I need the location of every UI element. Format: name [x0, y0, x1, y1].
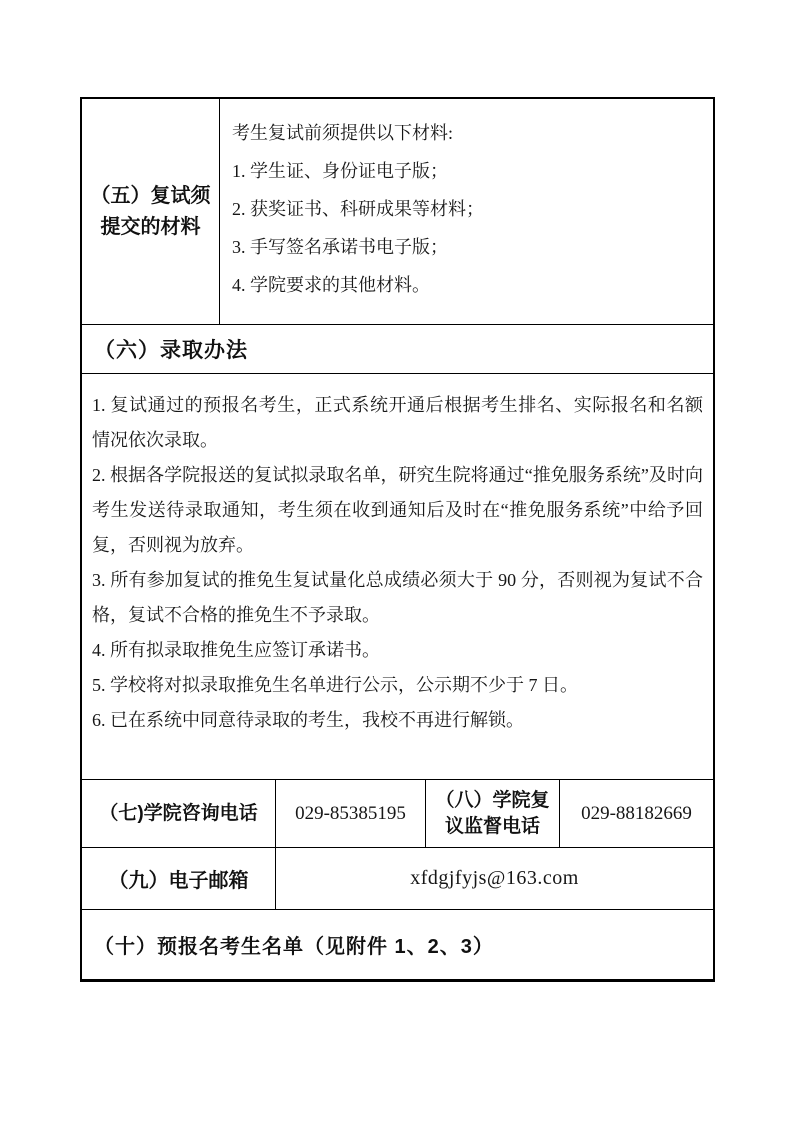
- table-row-phones: [82, 779, 713, 847]
- admission-rule: 2. 根据各学院报送的复试拟录取名单，研究生院将通过“推免服务系统”及时向考生发送待录取通知，考生须在收到通知后及时在“推免服务系统”中给予回复，否则视为放弃。: [92, 465, 703, 555]
- email-label-cell: （九）电子邮箱: [108, 870, 249, 892]
- materials-content-cell: [219, 99, 713, 324]
- table-row-email: [82, 847, 713, 909]
- materials-item: 1. 学生证、身份证电子版；: [232, 161, 448, 181]
- admission-rule: 5. 学校将对拟录取推免生名单进行公示，公示期不少于 7 日。: [92, 675, 578, 695]
- table-row-admission-rules: [82, 373, 713, 779]
- table-row-admission-header: [82, 324, 713, 373]
- materials-item: 2. 获奖证书、科研成果等材料；: [232, 199, 484, 219]
- admissions-info-table: [80, 97, 715, 982]
- admission-rule: 4. 所有拟录取推免生应签订承诺书。: [92, 640, 380, 660]
- email-value-cell: xfdgjfyjs@163.com: [275, 848, 713, 909]
- table-row-applicant-list: [82, 909, 713, 979]
- admission-rule: 3. 所有参加复试的推免生复试量化总成绩必须大于 90 分，否则视为复试不合格，复试不合格的推免生不予录取。: [92, 570, 703, 625]
- materials-intro: 考生复试前须提供以下材料:: [232, 123, 453, 143]
- applicant-list-heading: （十）预报名考生名单（见附件 1、2、3）: [94, 936, 494, 958]
- materials-label-cell: （五）复试须提交的材料: [90, 184, 211, 238]
- table-row-materials: [82, 99, 713, 324]
- admission-rule: 6. 已在系统中同意待录取的考生，我校不再进行解锁。: [92, 710, 524, 730]
- consult-phone-value-cell: 029-85385195: [275, 780, 425, 847]
- admission-rules-cell: [82, 374, 713, 779]
- review-phone-value-cell: 029-88182669: [559, 780, 713, 847]
- materials-item: 3. 手写签名承诺书电子版；: [232, 237, 448, 257]
- consult-phone-label-cell: （七)学院咨询电话: [99, 802, 258, 824]
- admission-method-heading: （六）录取办法: [94, 339, 248, 362]
- admission-rule: 1. 复试通过的预报名考生，正式系统开通后根据考生排名、实际报名和名额情况依次录取。: [92, 395, 703, 450]
- review-phone-label-cell: （八）学院复议监督电话: [425, 780, 559, 847]
- materials-item: 4. 学院要求的其他材料。: [232, 275, 430, 295]
